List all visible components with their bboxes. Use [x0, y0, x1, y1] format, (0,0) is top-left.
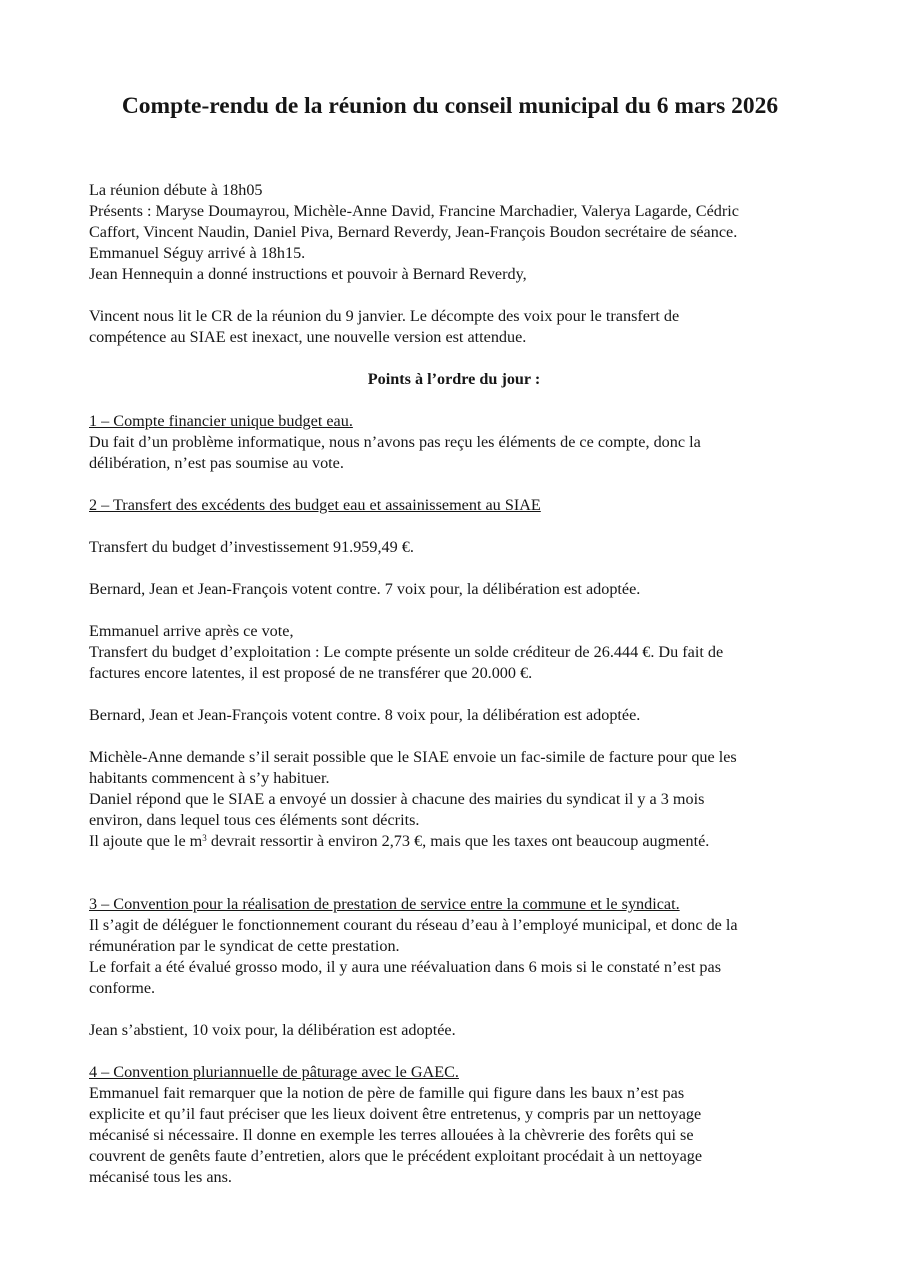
item-1-line-2: délibération, n’est pas soumise au vote.	[89, 454, 344, 472]
meeting-start: La réunion débute à 18h05	[89, 181, 263, 199]
item-2-answer-1: Daniel répond que le SIAE a envoyé un dossier à chacune des mairies du syndicat il y a 3 mois	[89, 790, 705, 808]
minutes-review-line-1: Vincent nous lit le CR de la réunion du 9 janvier. Le décompte des voix pour le transfert de	[89, 307, 680, 325]
item-4-line-2: explicite et qu’il faut préciser que les lieux doivent être entretenus, y compris par un nettoyage	[89, 1105, 702, 1123]
item-2-answer-2: environ, dans lequel tous ces éléments sont décrits.	[89, 811, 420, 829]
item-3-line-2: rémunération par le syndicat de cette prestation.	[89, 937, 400, 955]
item-2-question-1: Michèle-Anne demande s’il serait possible que le SIAE envoie un fac-simile de facture pour que les	[89, 748, 737, 766]
item-2-vote-1: Bernard, Jean et Jean-François votent contre. 7 voix pour, la délibération est adoptée.	[89, 580, 641, 598]
proxy-note: Jean Hennequin a donné instructions et pouvoir à Bernard Reverdy,	[89, 265, 527, 283]
item-2-vote-2: Bernard, Jean et Jean-François votent contre. 8 voix pour, la délibération est adoptée.	[89, 706, 641, 724]
item-4-line-5: mécanisé tous les ans.	[89, 1168, 232, 1186]
item-3-vote: Jean s’abstient, 10 voix pour, la délibération est adoptée.	[89, 1021, 456, 1039]
item-1-line-1: Du fait d’un problème informatique, nous n’avons pas reçu les éléments de ce compte, donc la	[89, 433, 701, 451]
item-4-line-4: couvrent de genêts faute d’entretien, alors que le précédent exploitant procédait à un nettoyage	[89, 1147, 703, 1165]
item-4-line-1: Emmanuel fait remarquer que la notion de père de famille qui figure dans les baux n’est pas	[89, 1084, 685, 1102]
minutes-review-line-2: compétence au SIAE est inexact, une nouvelle version est attendue.	[89, 328, 527, 346]
attendees-line-2: Caffort, Vincent Naudin, Daniel Piva, Bernard Reverdy, Jean-François Boudon secrétaire de séance.	[89, 223, 738, 241]
item-3-line-1: Il s’agit de déléguer le fonctionnement courant du réseau d’eau à l’employé municipal, et donc de la	[89, 916, 738, 934]
item-2-heading: 2 – Transfert des excédents des budget eau et assainissement au SIAE	[89, 496, 541, 514]
attendees-line-1: Présents : Maryse Doumayrou, Michèle-Anne David, Francine Marchadier, Valerya Lagarde, Cédric	[89, 202, 739, 220]
item-1-heading: 1 – Compte financier unique budget eau.	[89, 412, 353, 430]
item-3-heading: 3 – Convention pour la réalisation de prestation de service entre la commune et le syndicat.	[89, 895, 680, 913]
late-arrival: Emmanuel Séguy arrivé à 18h15.	[89, 244, 306, 262]
item-3-line-3: Le forfait a été évalué grosso modo, il y aura une réévaluation dans 6 mois si le constaté n’est pas	[89, 958, 722, 976]
item-4-heading: 4 – Convention pluriannuelle de pâturage avec le GAEC.	[89, 1063, 459, 1081]
item-2-question-2: habitants commencent à s’y habituer.	[89, 769, 330, 787]
item-2-investment: Transfert du budget d’investissement 91.959,49 €.	[89, 538, 414, 556]
item-2-exploitation-1: Transfert du budget d’exploitation : Le compte présente un solde créditeur de 26.444 €. Du fait de	[89, 643, 724, 661]
item-2-price-pre: Il ajoute que le m	[89, 832, 203, 850]
item-2-exploitation-2: factures encore latentes, il est proposé de ne transférer que 20.000 €.	[89, 664, 533, 682]
cubic-superscript: 3	[202, 833, 207, 843]
item-3-line-4: conforme.	[89, 979, 156, 997]
item-2-arrival: Emmanuel arrive après ce vote,	[89, 622, 294, 640]
document-body	[89, 180, 829, 1188]
item-4-line-3: mécanisé si nécessaire. Il donne en exemple les terres allouées à la chèvrerie des forêts qui se	[89, 1126, 694, 1144]
item-2-price	[89, 831, 829, 852]
page-title: Compte-rendu de la réunion du conseil municipal du 6 mars 2026	[121, 93, 779, 119]
item-2-price-post: devrait ressortir à environ 2,73 €, mais que les taxes ont beaucoup augmenté.	[206, 832, 710, 850]
agenda-heading: Points à l’ordre du jour :	[367, 370, 541, 388]
